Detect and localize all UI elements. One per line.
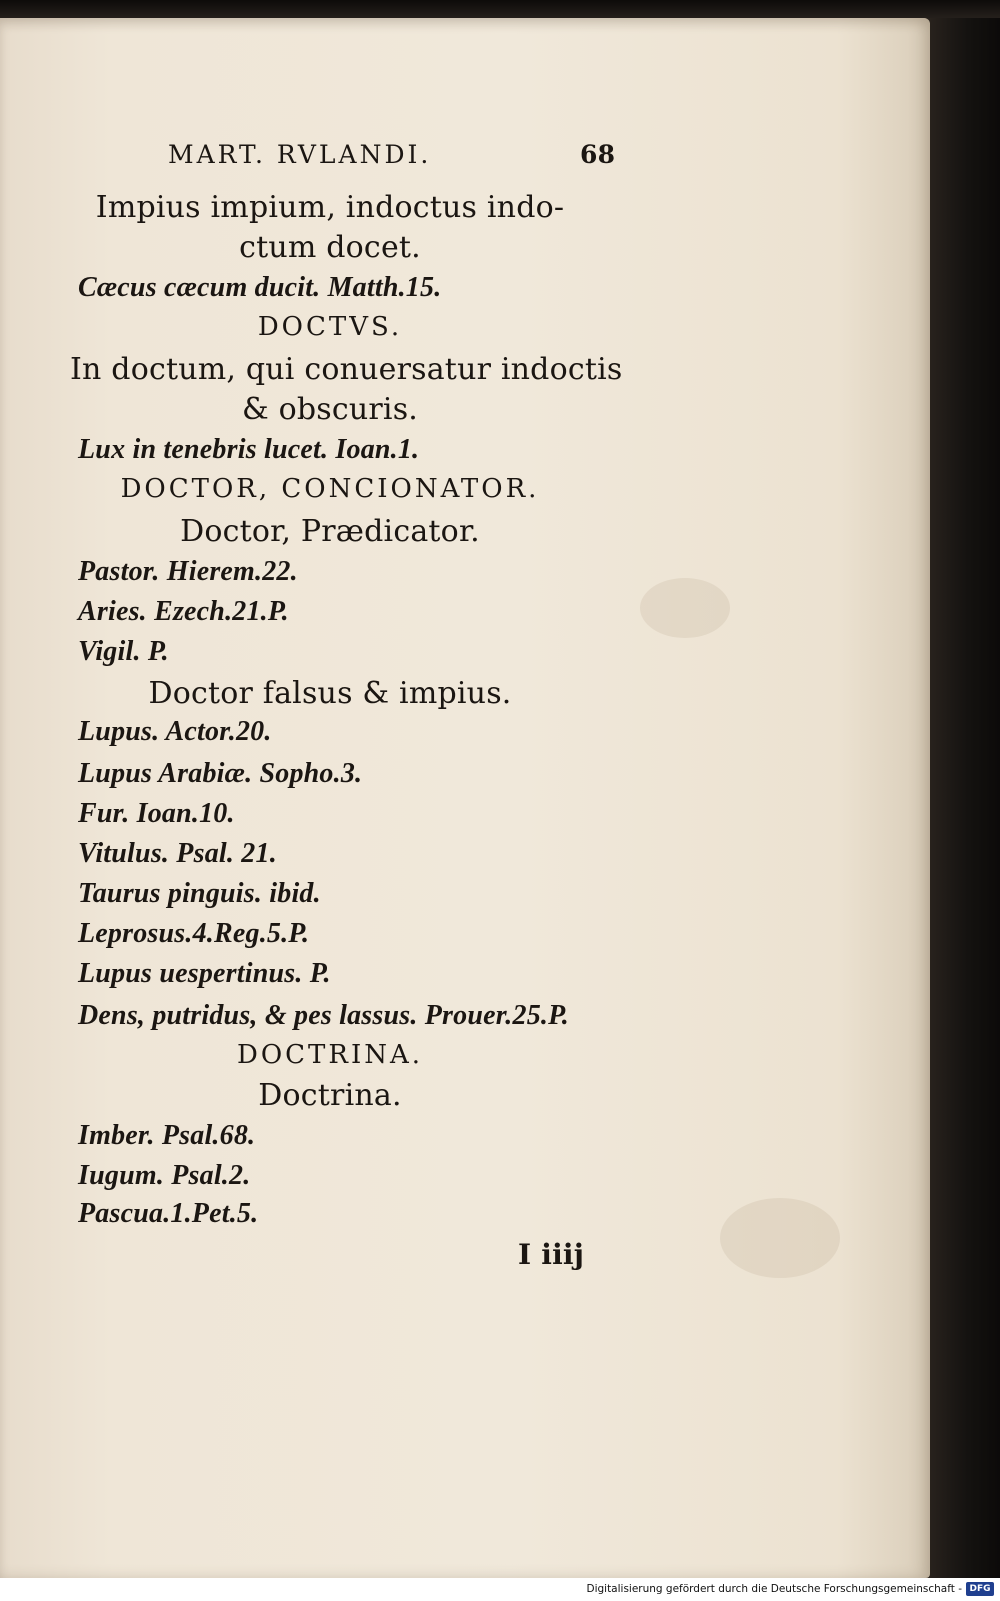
entry-line: Leprosus.4.Reg.5.P. xyxy=(78,918,310,949)
paper-stain xyxy=(720,1198,840,1278)
entry-line: Lupus. Actor.20. xyxy=(78,716,272,747)
entry-line: Dens, putridus, & pes lassus. Prouer.25.P. xyxy=(78,1000,570,1031)
entry-line: Lux in tenebris lucet. Ioan.1. xyxy=(78,434,420,465)
running-title: MART. RVLANDI. xyxy=(168,140,432,169)
text-line: Doctor, Prædicator. xyxy=(180,514,480,549)
signature-mark: I iiij xyxy=(518,1238,585,1271)
entry-line: Vigil. P. xyxy=(78,636,169,667)
entry-line: Imber. Psal.68. xyxy=(78,1120,256,1151)
entry-line: Lupus uespertinus. P. xyxy=(78,958,331,989)
page-number: 68 xyxy=(580,140,616,169)
entry-line: Fur. Ioan.10. xyxy=(78,798,235,829)
paper-stain xyxy=(640,578,730,638)
footer-credit: Digitalisierung gefördert durch die Deutsche Forschungsgemeinschaft - xyxy=(586,1583,962,1595)
entry-line: Aries. Ezech.21.P. xyxy=(78,596,289,627)
section-heading: DOCTOR, CONCIONATOR. xyxy=(120,474,540,504)
text-line: & obscuris. xyxy=(241,392,419,427)
entry-line: Pascua.1.Pet.5. xyxy=(78,1198,259,1229)
section-heading: DOCTRINA. xyxy=(236,1040,424,1070)
text-line: Doctrina. xyxy=(258,1078,402,1113)
scan-right-edge xyxy=(920,18,1000,1578)
entry-line: Taurus pinguis. ibid. xyxy=(78,878,321,909)
entry-line: Cæcus cæcum ducit. Matth.15. xyxy=(78,272,442,303)
entry-line: Vitulus. Psal. 21. xyxy=(78,838,277,869)
entry-line: Iugum. Psal.2. xyxy=(78,1160,251,1191)
text-line: ctum docet. xyxy=(239,230,421,265)
entry-line: Lupus Arabiæ. Sopho.3. xyxy=(78,758,363,789)
dfg-logo: DFG xyxy=(966,1582,994,1596)
text-line: In doctum, qui conuersatur indoctis xyxy=(70,352,623,387)
text-line: Impius impium, indoctus indo- xyxy=(95,190,565,225)
text-line: Doctor falsus & impius. xyxy=(148,676,512,711)
section-heading: DOCTVS. xyxy=(257,312,403,342)
entry-line: Pastor. Hierem.22. xyxy=(78,556,298,587)
